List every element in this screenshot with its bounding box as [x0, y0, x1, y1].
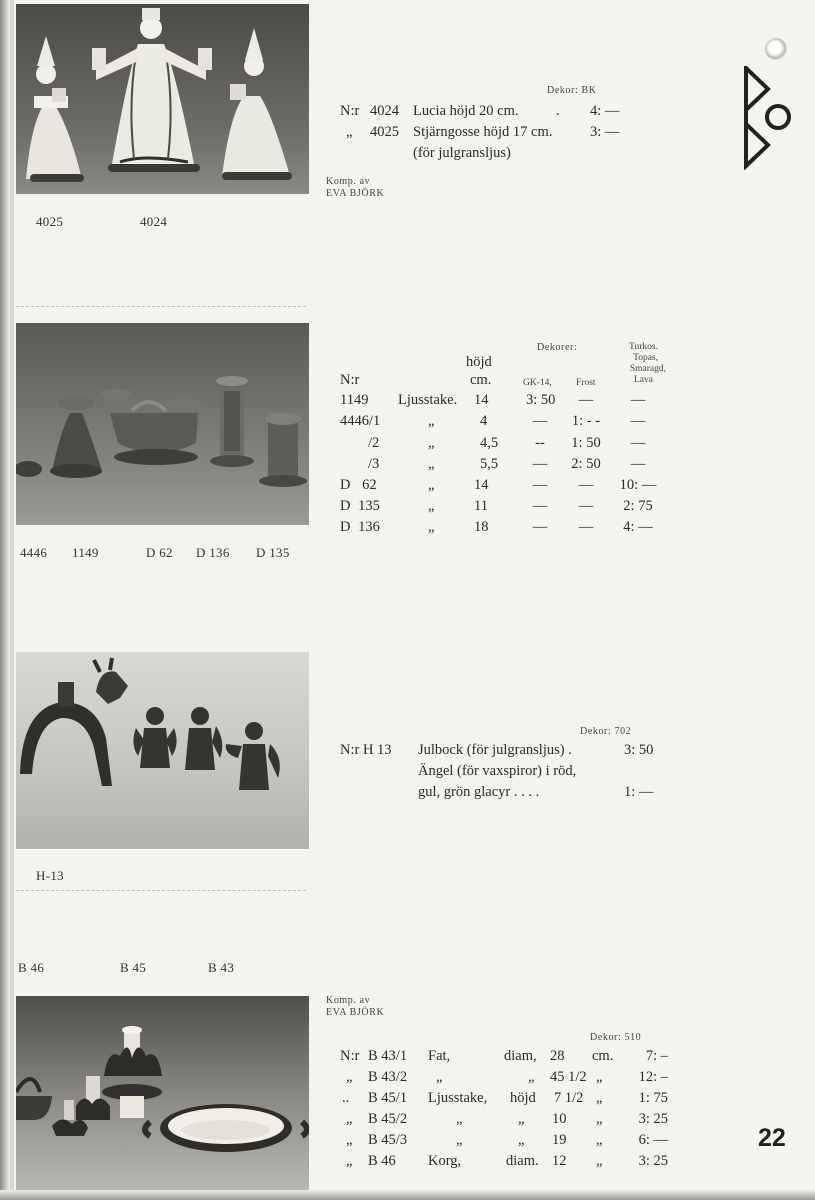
- photo-label: B 46: [18, 960, 45, 975]
- cell-name: „: [428, 435, 435, 451]
- cell-measure: 12: [552, 1153, 567, 1169]
- cell-name: „: [456, 1132, 463, 1148]
- cell-name: Fat,: [428, 1048, 451, 1064]
- komp-label: Komp. av: [326, 995, 371, 1006]
- cell-name: „: [456, 1111, 463, 1127]
- row-prefix: „: [346, 124, 353, 140]
- cell-mtype: „: [518, 1132, 525, 1148]
- cell-gk14: —: [532, 413, 548, 429]
- cell-price: 3: 25: [638, 1111, 668, 1127]
- cell-height: 4,5: [480, 435, 499, 451]
- cell-gk14: —: [532, 519, 548, 535]
- photo-label: 4446: [20, 545, 48, 560]
- cell-mtype: „: [518, 1111, 525, 1127]
- cell-name: „: [428, 413, 435, 429]
- page-bottom-edge: [0, 1190, 815, 1200]
- cell-nr: D 62: [340, 477, 377, 493]
- cell-gk14: —: [532, 477, 548, 493]
- cell-nr: B 45/3: [368, 1132, 408, 1148]
- binding-strip: [10, 0, 14, 1200]
- photo-label: B 45: [120, 960, 147, 975]
- cell-height: 4: [480, 413, 488, 429]
- cell-turkos: 2: 75: [623, 498, 653, 514]
- cell-nr: D 136: [340, 519, 380, 535]
- cell-nr: /2: [368, 435, 380, 451]
- cell-prefix: „: [346, 1069, 353, 1085]
- photo-label: 4025: [36, 214, 64, 229]
- cell-name: „: [428, 456, 435, 472]
- cell-frost: —: [578, 477, 594, 493]
- cell-nr: B 43/2: [368, 1069, 408, 1085]
- divider: [16, 890, 306, 891]
- cell-name: „: [428, 519, 435, 535]
- designer-name: EVA BJÖRK: [326, 1007, 385, 1018]
- row-price: 4: —: [590, 103, 620, 119]
- cell-name: Ljusstake.: [398, 392, 458, 408]
- photo-label: D 135: [256, 545, 290, 560]
- divider: [16, 306, 306, 307]
- col-frost: Frost: [576, 378, 596, 388]
- product-desc-2: Ängel (för vaxspiror) i röd,: [418, 763, 577, 779]
- cell-nr: B 43/1: [368, 1048, 408, 1064]
- cell-unit: „: [596, 1153, 603, 1169]
- cell-prefix: „: [346, 1153, 353, 1169]
- cell-price: 1: 75: [638, 1090, 668, 1106]
- dekor-header-1: Dekor: BK: [547, 85, 597, 96]
- photo-label: H-13: [36, 868, 64, 883]
- row-price: 3: —: [590, 124, 620, 140]
- cell-unit: „: [596, 1090, 603, 1106]
- cell-measure: 28: [550, 1048, 565, 1064]
- cell-prefix: „: [346, 1132, 353, 1148]
- page-left-edge: [0, 0, 10, 1200]
- page-number: 22: [758, 1124, 786, 1152]
- cell-nr: D 135: [340, 498, 380, 514]
- col-smaragd: Smaragd,: [629, 364, 666, 374]
- cell-name: Ljusstake,: [428, 1090, 488, 1106]
- komp-label: Komp. av: [326, 176, 371, 187]
- cell-turkos: 10: —: [619, 477, 657, 493]
- cell-turkos: —: [630, 456, 646, 472]
- photo-julbock-angels: [16, 652, 309, 849]
- cell-gk14: —: [532, 456, 548, 472]
- cell-turkos: —: [630, 392, 646, 408]
- cell-unit: „: [596, 1111, 603, 1127]
- cell-measure: 19: [552, 1132, 567, 1148]
- photo-lucia-figurines: [16, 4, 309, 194]
- col-cm: cm.: [470, 372, 492, 388]
- photo-bowls-candlesticks: [16, 996, 309, 1190]
- photo-label: B 43: [208, 960, 235, 975]
- cell-price: 3: 25: [638, 1153, 668, 1169]
- cell-nr: 1149: [340, 392, 369, 408]
- photo-candlesticks: [16, 323, 309, 525]
- photo-label: D 136: [196, 545, 230, 560]
- designer-name: EVA BJÖRK: [326, 188, 385, 199]
- cell-mtype: höjd: [510, 1090, 536, 1106]
- row-nr: 4024: [370, 103, 399, 119]
- cell-nr: B 45/2: [368, 1111, 408, 1127]
- cell-price: 7: –: [645, 1048, 668, 1064]
- cell-unit: „: [596, 1132, 603, 1148]
- cell-measure: 10: [552, 1111, 567, 1127]
- product-nr: N:r H 13: [340, 742, 392, 758]
- product-price-2: 1: —: [624, 784, 654, 800]
- cell-name: Korg,: [428, 1153, 462, 1169]
- cell-frost: 2: 50: [571, 456, 601, 472]
- punch-hole: [765, 38, 787, 60]
- cell-frost: —: [578, 519, 594, 535]
- photo-label: 4024: [140, 214, 168, 229]
- cell-name: „: [436, 1069, 443, 1085]
- col-lava: Lava: [634, 375, 653, 385]
- cell-measure: 7 1/2: [554, 1090, 584, 1106]
- cell-mtype: diam.: [506, 1153, 539, 1169]
- cell-frost: 1: - -: [571, 413, 601, 429]
- cell-height: 18: [474, 519, 489, 535]
- cell-unit: cm.: [592, 1048, 614, 1064]
- cell-height: 14: [474, 392, 489, 408]
- row-desc: Lucia höjd 20 cm.: [413, 103, 519, 119]
- cell-height: 5,5: [480, 456, 499, 472]
- col-nr: N:r: [340, 372, 360, 388]
- cell-frost: —: [578, 498, 594, 514]
- cell-frost: 1: 50: [571, 435, 601, 451]
- cell-price: 6: —: [638, 1132, 668, 1148]
- dekor-header-3: Dekor: 702: [580, 726, 632, 737]
- cell-gk14: —: [532, 498, 548, 514]
- cell-prefix: „: [346, 1111, 353, 1127]
- product-desc: Julbock (för julgransljus) .: [418, 742, 572, 758]
- col-hojd: höjd: [466, 354, 492, 370]
- col-turkos: Turkos.: [629, 342, 658, 352]
- product-desc-3: gul, grön glacyr . . . .: [418, 784, 540, 800]
- cell-height: 14: [474, 477, 489, 493]
- dekor-header-4: Dekor: 510: [590, 1032, 642, 1043]
- product-price: 3: 50: [624, 742, 654, 758]
- cell-height: 11: [474, 498, 488, 514]
- cell-nr: B 45/1: [368, 1090, 408, 1106]
- cell-prefix: N:r: [340, 1048, 360, 1064]
- col-dekorer: Dekorer:: [537, 342, 578, 353]
- cell-turkos: 4: —: [623, 519, 653, 535]
- col-topas: Topas,: [633, 353, 658, 363]
- col-gk: GK-14,: [523, 378, 552, 388]
- cell-name: „: [428, 477, 435, 493]
- bo-logo: [742, 66, 798, 175]
- cell-measure: 45 1/2: [550, 1069, 587, 1085]
- row-prefix: N:r: [340, 103, 360, 119]
- row-dots: .: [556, 103, 560, 119]
- cell-gk14: 3: 50: [526, 392, 556, 408]
- cell-gk14: --: [535, 435, 545, 451]
- cell-frost: —: [578, 392, 594, 408]
- row-nr: 4025: [370, 124, 399, 140]
- cell-unit: „: [596, 1069, 603, 1085]
- product-note: (för julgransljus): [413, 145, 511, 161]
- cell-mtype: diam,: [504, 1048, 537, 1064]
- photo-label: D 62: [146, 545, 173, 560]
- cell-nr: /3: [368, 456, 380, 472]
- cell-name: „: [428, 498, 435, 514]
- cell-prefix: ..: [342, 1090, 350, 1106]
- cell-mtype: „: [528, 1069, 535, 1085]
- cell-price: 12: –: [638, 1069, 668, 1085]
- cell-turkos: —: [630, 413, 646, 429]
- cell-turkos: —: [630, 435, 646, 451]
- row-desc: Stjärngosse höjd 17 cm.: [413, 124, 553, 140]
- cell-nr: B 46: [368, 1153, 396, 1169]
- photo-label: 1149: [72, 545, 99, 560]
- cell-nr: 4446/1: [340, 413, 381, 429]
